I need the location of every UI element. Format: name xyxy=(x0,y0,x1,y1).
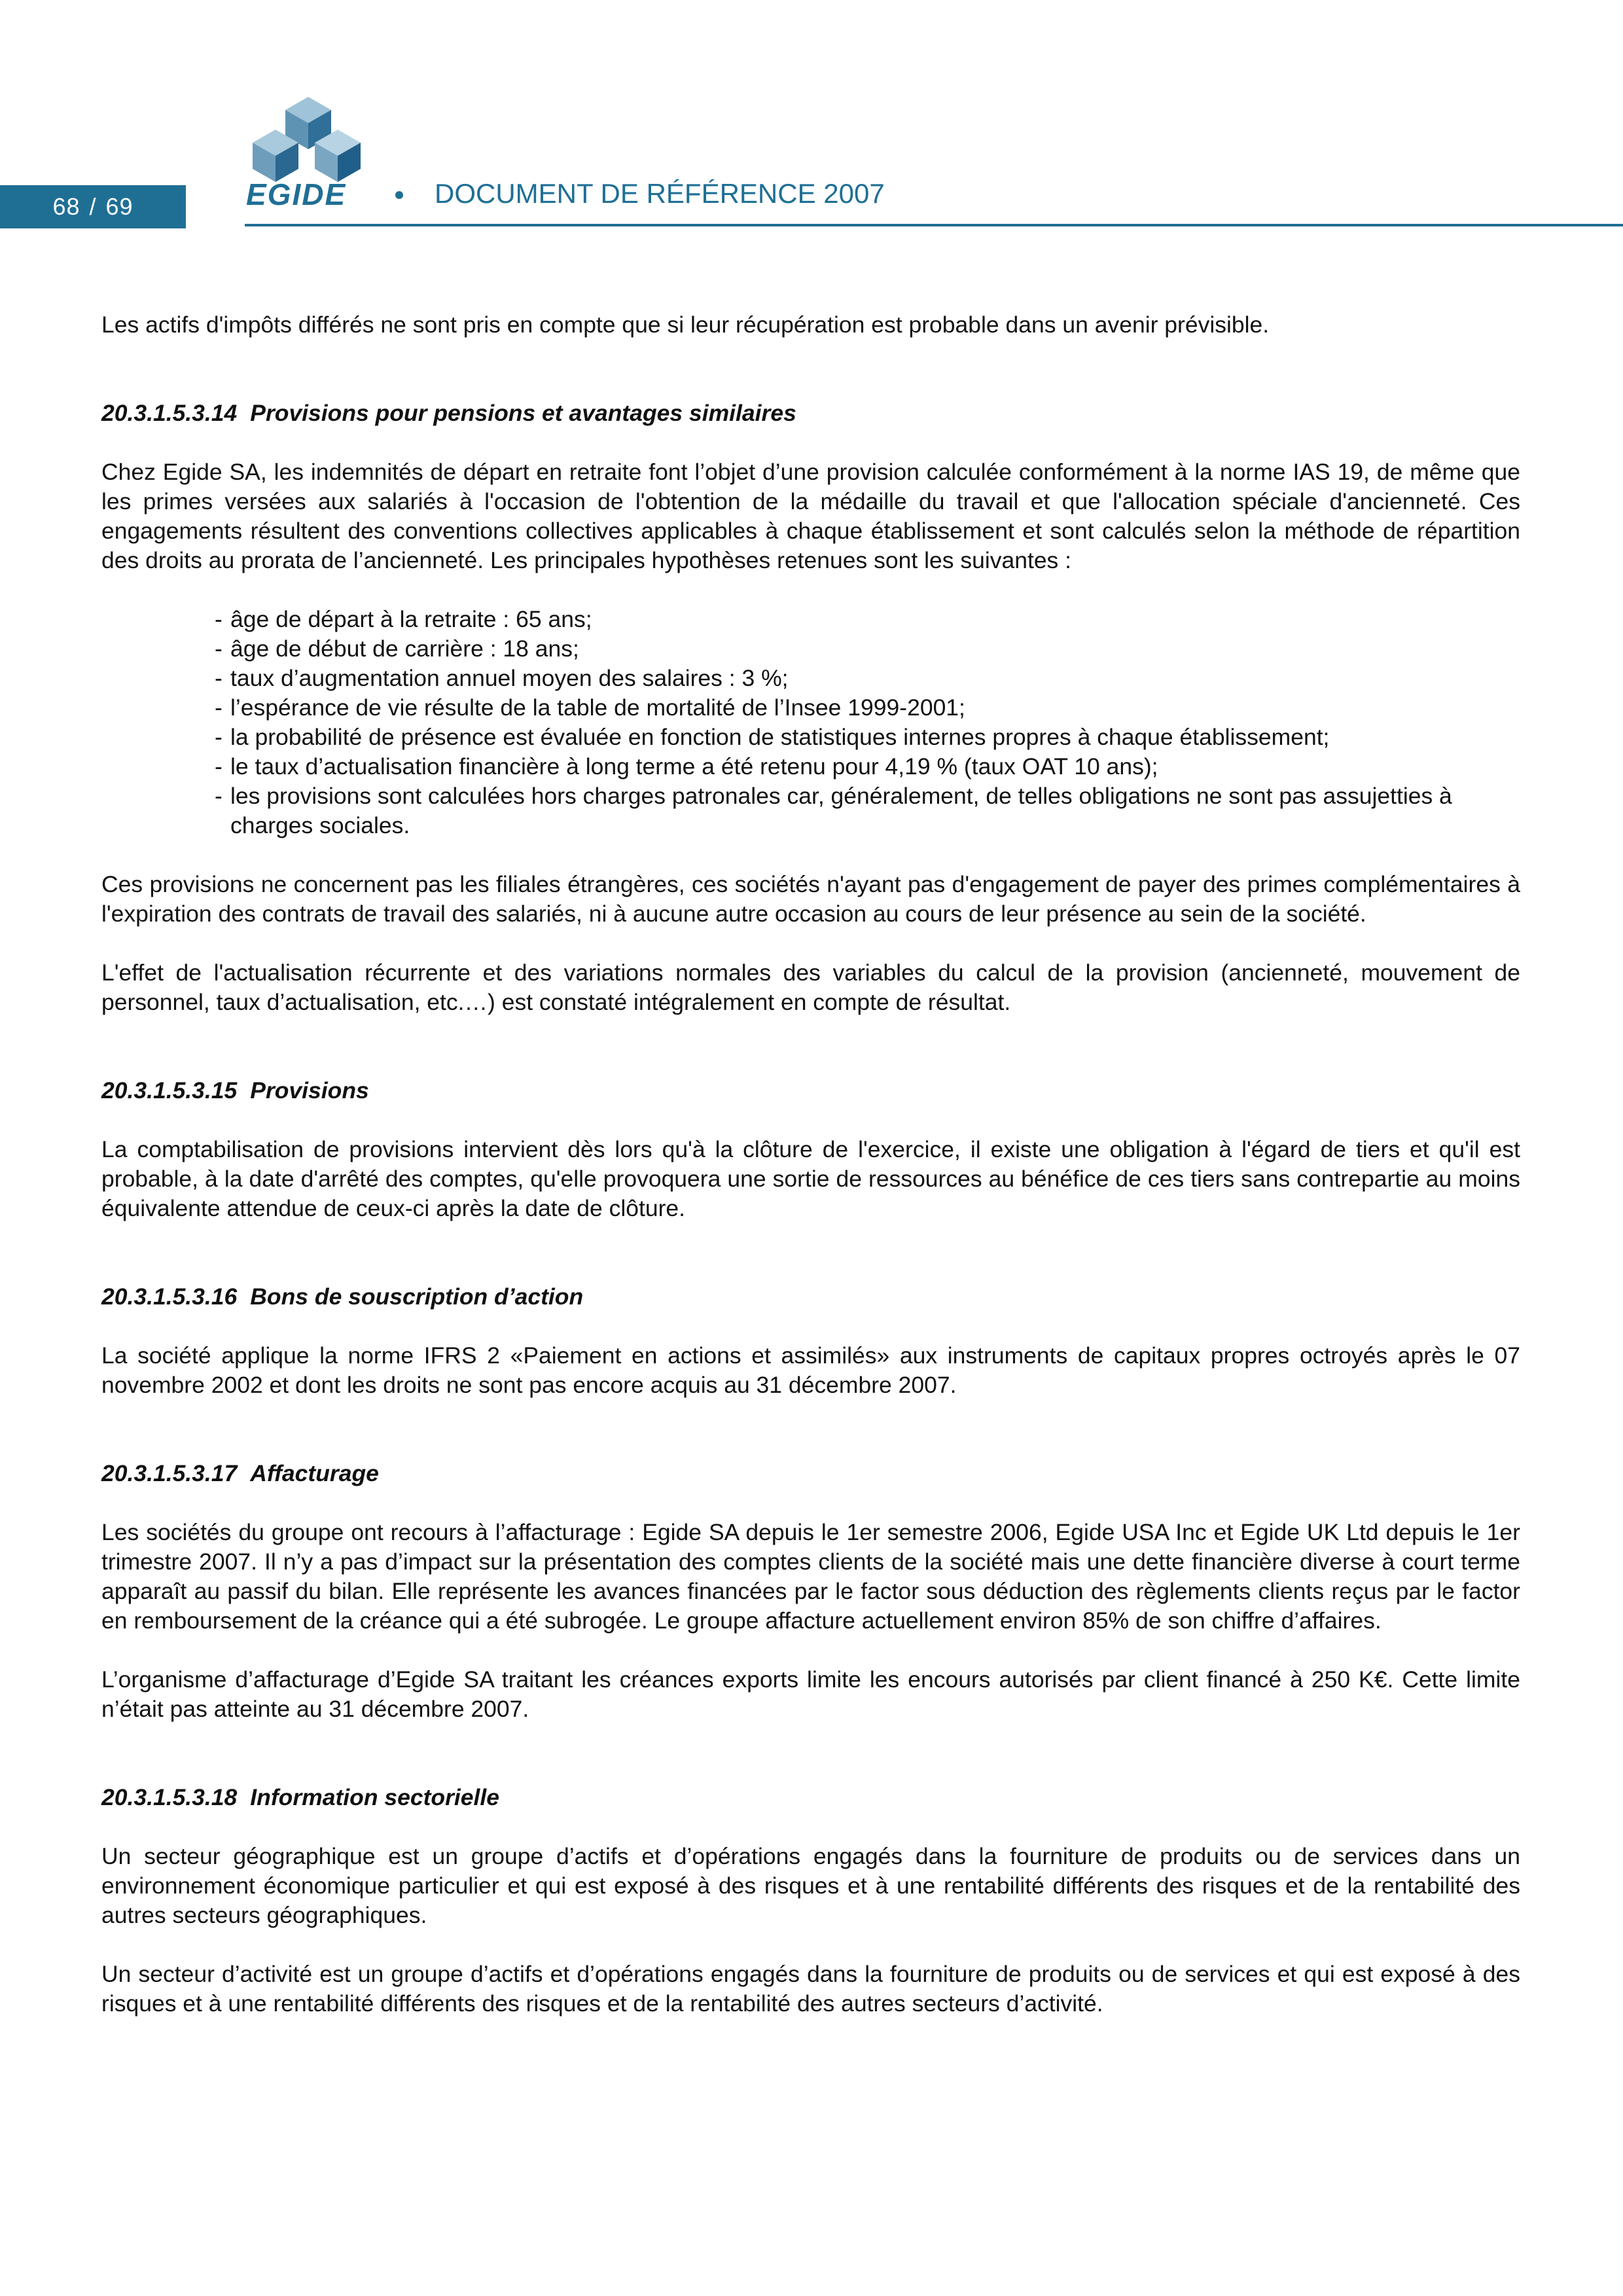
section-number: 20.3.1.5.3.14 xyxy=(101,400,238,426)
section-number: 20.3.1.5.3.15 xyxy=(101,1077,238,1103)
paragraph: Ces provisions ne concernent pas les filiales étrangères, ces sociétés n'ayant pas d'engagement de payer des primes complémentaires à l'expiration des contrats de travail des salariés, ni à aucune autre occasion au cours de leur présence au sein de la société. xyxy=(101,871,1520,927)
list-item: - les provisions sont calculées hors charges patronales car, généralement, de telles obligations ne sont pas assujetties à charges sociales. xyxy=(215,783,1452,838)
document-title: DOCUMENT DE RÉFÉRENCE 2007 xyxy=(435,178,885,209)
list-item: - la probabilité de présence est évaluée en fonction de statistiques internes propres à chaque établissement; xyxy=(215,724,1330,750)
page-current: 68 xyxy=(52,193,80,220)
section-title: Provisions xyxy=(250,1077,369,1103)
section-heading xyxy=(101,1783,1520,1812)
section-title: Affacturage xyxy=(250,1460,379,1486)
section-number: 20.3.1.5.3.18 xyxy=(101,1784,238,1810)
section-heading xyxy=(101,1459,1520,1488)
page-indicator xyxy=(0,185,186,228)
section-title: Information sectorielle xyxy=(250,1784,499,1810)
paragraph: L'effet de l'actualisation récurrente et des variations normales des variables du calcul de la provision (ancienneté, mouvement de personnel, taux d’actualisation, etc.…) est constaté intégralement en compte de résultat. xyxy=(101,960,1520,1015)
paragraph: La société applique la norme IFRS 2 «Paiement en actions et assimilés» aux instruments de capitaux propres octroyés après le 07 novembre 2002 et dont les droits ne sont pas encore acquis au 31 décembre 2007. xyxy=(101,1342,1520,1398)
list-item: - âge de départ à la retraite : 65 ans; xyxy=(215,606,592,632)
list-item: - l’espérance de vie résulte de la table de mortalité de l’Insee 1999-2001; xyxy=(215,694,965,721)
section-heading xyxy=(101,1282,1520,1312)
page-total: 69 xyxy=(105,193,134,220)
list-item: - le taux d’actualisation financière à long terme a été retenu pour 4,19 % (taux OAT 10 ans); xyxy=(215,753,1158,780)
intro-paragraph: Les actifs d'impôts différés ne sont pris en compte que si leur récupération est probable dans un avenir prévisible. xyxy=(101,312,1270,338)
brand-name: EGIDE xyxy=(246,177,347,211)
paragraph: Chez Egide SA, les indemnités de départ en retraite font l’objet d’une provision calculée conformément à la norme IAS 19, de même que les primes versées aux salariés à l'occasion de l'obtention de la médaille du travail et que l'allocation spéciale d'ancienneté. Ces engagements résultent des conventions collectives applicables à chaque établissement et sont calculés selon la méthode de répartition des droits au prorata de l’ancienneté. Les principales hypothèses retenues sont les suivantes : xyxy=(101,459,1520,573)
section-heading xyxy=(101,399,1520,428)
paragraph: Un secteur géographique est un groupe d’actifs et d’opérations engagés dans la fourniture de produits ou de services dans un environnement économique particulier et qui est exposé à des risques et à une rentabilité différents des risques et de la rentabilité des autres secteurs géographiques. xyxy=(101,1843,1520,1928)
section-title: Provisions pour pensions et avantages similaires xyxy=(250,400,796,426)
section-title: Bons de souscription d’action xyxy=(250,1283,584,1310)
header-divider xyxy=(245,224,1623,226)
assumptions-list xyxy=(101,605,1520,840)
paragraph: Un secteur d’activité est un groupe d’actifs et d’opérations engagés dans la fourniture de produits ou de services et qui est exposé à des risques et à une rentabilité différents des risques et de la rentabilité des autres secteurs d’activité. xyxy=(101,1961,1520,2017)
page-content xyxy=(101,310,1520,2018)
section-number: 20.3.1.5.3.17 xyxy=(101,1460,238,1486)
paragraph: L’organisme d’affacturage d’Egide SA traitant les créances exports limite les encours autorisés par client financé à 250 K€. Cette limite n’était pas atteinte au 31 décembre 2007. xyxy=(101,1666,1520,1722)
header-bullet xyxy=(395,191,403,199)
list-item: - taux d’augmentation annuel moyen des salaires : 3 %; xyxy=(215,665,789,691)
section-heading xyxy=(101,1076,1520,1105)
paragraph: Les sociétés du groupe ont recours à l’affacturage : Egide SA depuis le 1er semestre 2006, Egide USA Inc et Egide UK Ltd depuis le 1er trimestre 2007. Il n’y a pas d’impact sur la présentation des comptes clients de la société mais une dette financière diverse à court terme apparaît au passif du bilan. Elle représente les avances financées par le factor sous déduction des règlements clients reçus par le factor en remboursement de la créance qui a été subrogée. Le groupe affacture actuellement environ 85% de son chiffre d’affaires. xyxy=(101,1519,1520,1634)
page-separator: / xyxy=(89,193,97,220)
paragraph: La comptabilisation de provisions intervient dès lors qu'à la clôture de l'exercice, il existe une obligation à l'égard de tiers et qu'il est probable, à la date d'arrêté des comptes, qu'elle provoquera une sortie de ressources au bénéfice de ces tiers sans contrepartie au moins équivalente attendue de ceux-ci après la date de clôture. xyxy=(101,1136,1520,1221)
section-number: 20.3.1.5.3.16 xyxy=(101,1283,238,1310)
list-item: - âge de début de carrière : 18 ans; xyxy=(215,636,579,662)
